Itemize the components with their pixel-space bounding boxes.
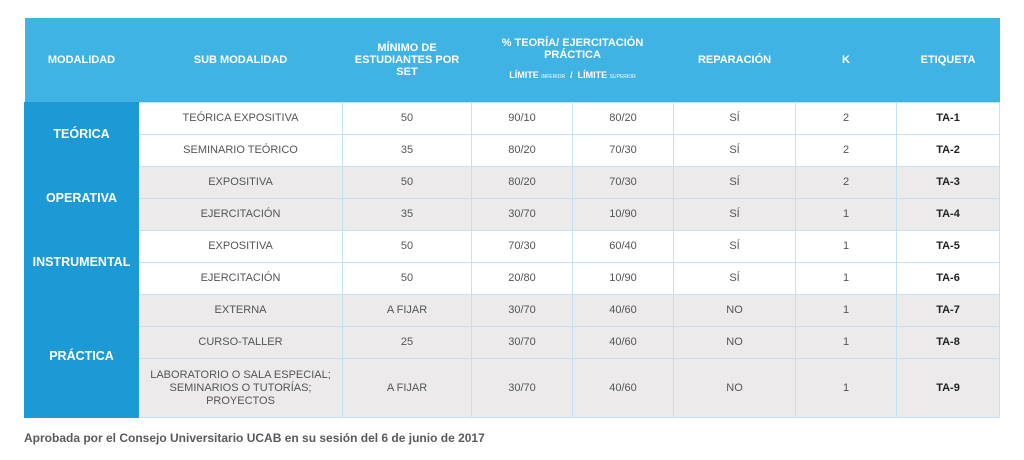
modalidad-cell: PRÁCTICA [25,295,139,418]
etiqueta-cell: TA-1 [897,103,1000,135]
limite-separator: / [570,70,573,80]
modalidad-cell: INSTRUMENTAL [25,231,139,295]
reparacion-cell: NO [674,359,796,418]
table-row [25,103,1000,135]
header-teoria-title: % TEORÍA/ EJERCITACIÓN PRÁCTICA [501,37,644,61]
header-teoria [472,18,674,103]
table-row [25,263,1000,295]
k-cell: 2 [796,135,897,167]
limite-inferior-cell: 30/70 [472,327,573,359]
minimo-cell: 50 [343,167,472,199]
limite-superior-cell: 40/60 [573,327,674,359]
limite-inferior-cell: 30/70 [472,295,573,327]
limite-superior-cell: 40/60 [573,359,674,418]
sub-modalidad-cell: EJERCITACIÓN [139,199,343,231]
limite-superior-cell: 70/30 [573,167,674,199]
reparacion-cell: SÍ [674,167,796,199]
limite-superior-label: LÍMITE [577,70,608,80]
header-reparacion: REPARACIÓN [674,18,796,103]
header-sub-modalidad: SUB MODALIDAD [139,18,343,103]
k-cell: 1 [796,295,897,327]
approval-note: Aprobada por el Consejo Universitario UCAB en su sesión del 6 de junio de 2017 [24,431,485,445]
modalidad-cell: OPERATIVA [25,167,139,231]
k-cell: 1 [796,231,897,263]
minimo-cell: 25 [343,327,472,359]
minimo-cell: 50 [343,231,472,263]
etiqueta-cell: TA-3 [897,167,1000,199]
k-cell: 1 [796,327,897,359]
etiqueta-cell: TA-5 [897,231,1000,263]
sub-modalidad-cell: EXTERNA [139,295,343,327]
limite-inferior-cell: 20/80 [472,263,573,295]
minimo-cell: A FIJAR [343,295,472,327]
sub-modalidad-cell: SEMINARIO TEÓRICO [139,135,343,167]
etiqueta-cell: TA-2 [897,135,1000,167]
etiqueta-cell: TA-7 [897,295,1000,327]
limite-inferior-label: LÍMITE [509,70,539,80]
minimo-cell: 50 [343,103,472,135]
k-cell: 2 [796,103,897,135]
table-container [24,18,999,418]
minimo-cell: A FIJAR [343,359,472,418]
k-cell: 1 [796,199,897,231]
header-modalidad: MODALIDAD [25,18,139,103]
limite-inferior-cell: 70/30 [472,231,573,263]
sub-modalidad-cell: EXPOSITIVA [139,167,343,199]
reparacion-cell: NO [674,295,796,327]
table-row [25,231,1000,263]
table-row [25,359,1000,418]
limite-inferior-cell: 30/70 [472,359,573,418]
header-k: K [796,18,897,103]
modalidad-cell: TEÓRICA [25,103,139,167]
etiqueta-cell: TA-4 [897,199,1000,231]
reparacion-cell: SÍ [674,231,796,263]
limite-inferior-cell: 80/20 [472,167,573,199]
table-row [25,135,1000,167]
limite-inferior-cell: 30/70 [472,199,573,231]
k-cell: 2 [796,167,897,199]
limite-superior-cell: 10/90 [573,263,674,295]
k-cell: 1 [796,263,897,295]
minimo-cell: 35 [343,135,472,167]
limite-inferior-small: INFERIOR [541,74,566,80]
table-row [25,199,1000,231]
sub-modalidad-cell: CURSO-TALLER [139,327,343,359]
reparacion-cell: SÍ [674,135,796,167]
reparacion-cell: SÍ [674,103,796,135]
limite-superior-cell: 40/60 [573,295,674,327]
modalidades-table [24,18,1000,418]
header-etiqueta: ETIQUETA [897,18,1000,103]
limite-inferior-cell: 90/10 [472,103,573,135]
table-row [25,295,1000,327]
etiqueta-cell: TA-6 [897,263,1000,295]
sub-modalidad-cell: EJERCITACIÓN [139,263,343,295]
table-body [25,103,1000,418]
limite-superior-cell: 10/90 [573,199,674,231]
header-minimo: MÍNIMO DE ESTUDIANTES POR SET [343,18,472,103]
table-row [25,167,1000,199]
sub-modalidad-cell: LABORATORIO O SALA ESPECIAL; SEMINARIOS O TUTORÍAS; PROYECTOS [139,359,343,418]
limite-superior-cell: 70/30 [573,135,674,167]
k-cell: 1 [796,359,897,418]
sub-modalidad-cell: TEÓRICA EXPOSITIVA [139,103,343,135]
sub-modalidad-cell: EXPOSITIVA [139,231,343,263]
limite-superior-cell: 80/20 [573,103,674,135]
reparacion-cell: SÍ [674,263,796,295]
reparacion-cell: SÍ [674,199,796,231]
etiqueta-cell: TA-9 [897,359,1000,418]
reparacion-cell: NO [674,327,796,359]
header-limites [478,69,668,83]
table-row [25,327,1000,359]
minimo-cell: 35 [343,199,472,231]
limite-superior-small: SUPERIOR [609,74,636,80]
minimo-cell: 50 [343,263,472,295]
limite-superior-cell: 60/40 [573,231,674,263]
limite-inferior-cell: 80/20 [472,135,573,167]
etiqueta-cell: TA-8 [897,327,1000,359]
header-row [25,18,1000,103]
